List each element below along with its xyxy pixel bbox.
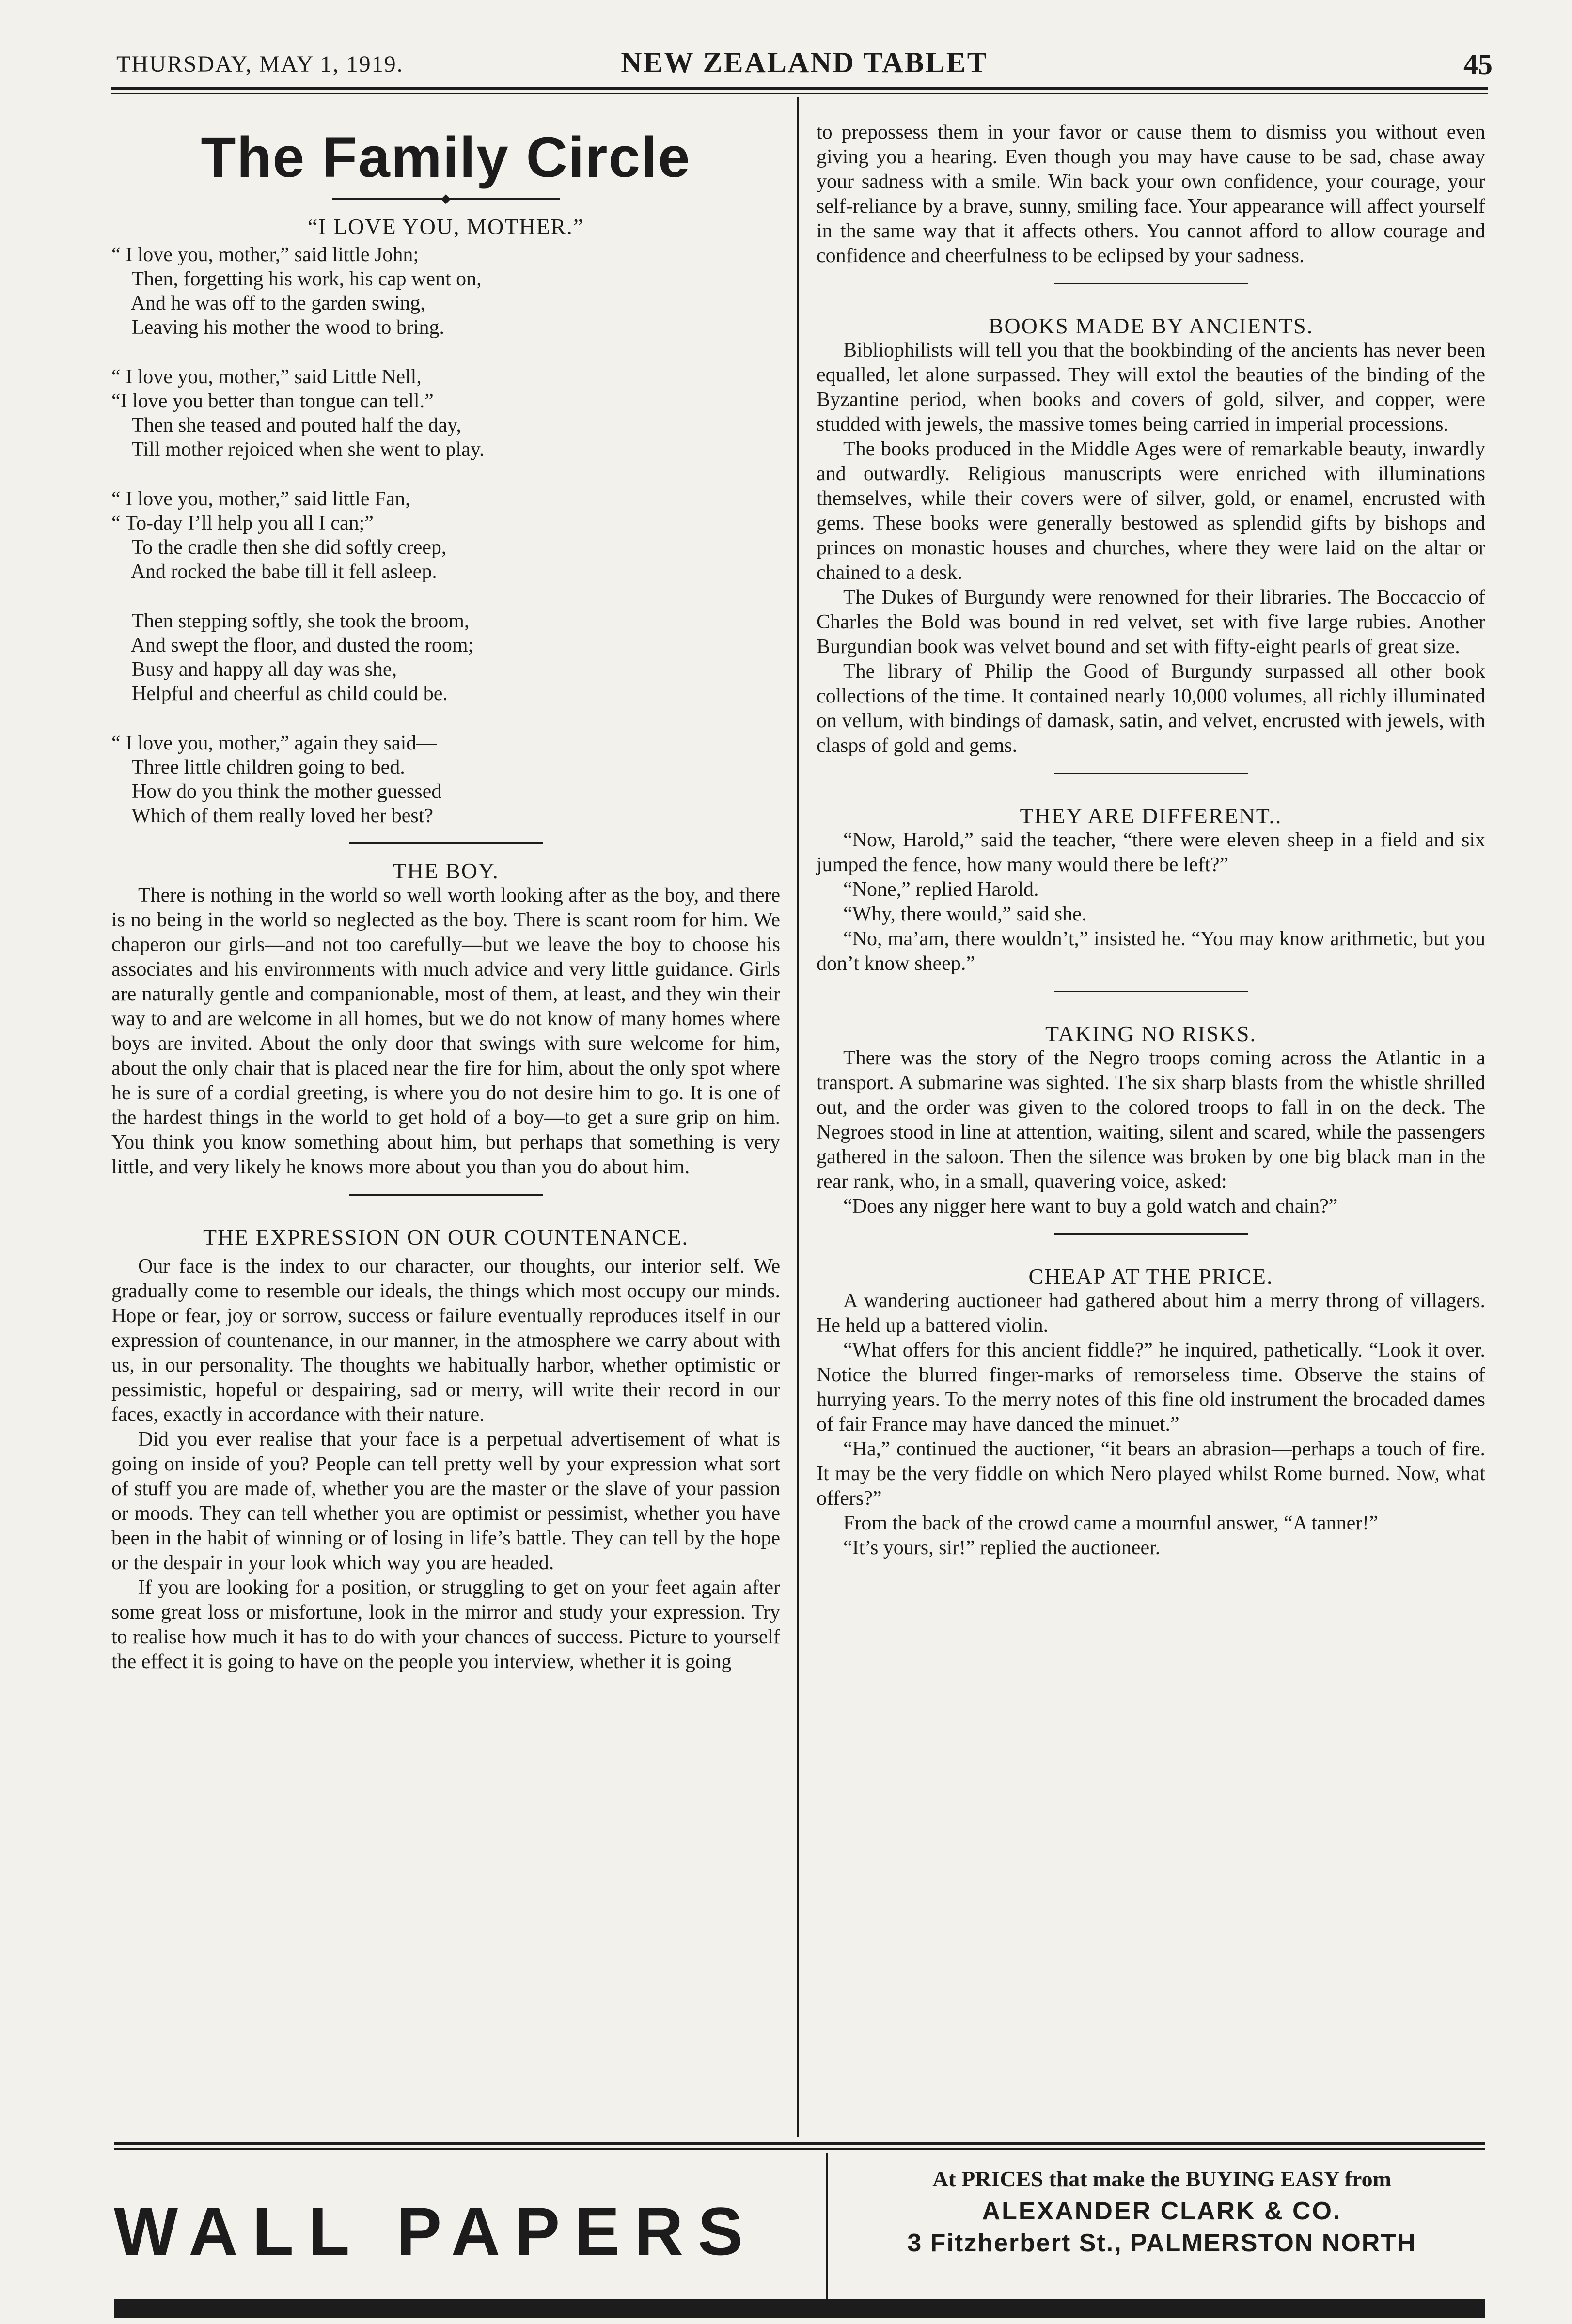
article-paragraph: There was the story of the Negro troops coming across the Atlantic in a transport. A submarine was sighted. The six sharp blasts from the whistle shrilled out, and the order was given to the colored troops to fall in on the deck. The Negroes stood in line at attention, waiting, silent and scared, while the passengers gathered in the saloon. Then the silence was broken by one big black man in the rear rank, who, in a small, quavering voice, asked: [817, 1047, 1485, 1193]
article-title-the-boy: THE BOY. [393, 858, 499, 883]
ad-line-prices: At PRICES that make the BUYING EASY from [932, 2167, 1391, 2191]
footer-rule-top [114, 2142, 1485, 2145]
article-paragraph: A wandering auctioneer had gathered about him a merry throng of villagers. He held up a battered violin. [817, 1290, 1485, 1337]
article-paragraph: The books produced in the Middle Ages were of remarkable beauty, inwardly and outwardly. Religious manuscripts were enriched with illuminations themselves, while their covers were of silver, gold, or enamel, encrusted with gems. These books were generally bestowed as splendid gifts by bishops and princes on monastic houses and churches, where they were laid on the altar or chained to a desk. [817, 438, 1485, 584]
poem-stanza: “ I love you, mother,” again they said— Three little children going to bed. How do you think the mother guessed Which of them really loved her best? [111, 732, 442, 827]
poem-stanza: “ I love you, mother,” said little Fan, “ To-day I’ll help you all I can;” To the cradle then she did softly creep, And rocked the babe till it fell asleep. [111, 488, 447, 583]
title-ornament-rule [332, 191, 560, 205]
section-title-family-circle: The Family Circle [201, 125, 691, 189]
article-paragraph: There is nothing in the world so well worth looking after as the boy, and there is no being in the world so neglected as the boy. There is scant room for him. We chaperon our girls—and not too carefully—but we leave the boy to choose his associates and his environments with much advice and very little guidance. Girls are naturally gentle and companionable, most of them, at least, and they win their way to and are welcome in all homes, but we do not know of many homes where boys are invited. About the only door that swings with sure welcome for him, about the only chair that is placed near the fire for him, about the only spot where he is sure of a cordial greeting, is where you do not desire him to go. It is one of the hardest things in the world to get hold of a boy—to get a sure grip on him. You think you know something about him, but perhaps that something is very little, and very likely he knows more about you than you do about him. [111, 884, 780, 1178]
poem-title: “I LOVE YOU, MOTHER.” [307, 214, 584, 239]
ad-line-company: ALEXANDER CLARK & CO. [982, 2197, 1342, 2225]
article-title-cheap: CHEAP AT THE PRICE. [1028, 1264, 1273, 1289]
ad-banner-wall-papers: WALL PAPERS [114, 2193, 758, 2269]
article-paragraph: “Why, there would,” said she. [843, 903, 1087, 925]
article-paragraph: Our face is the index to our character, our thoughts, our interior self. We gradually come to resemble our ideals, the things which most occupy our minds. Hope or fear, joy or sorrow, success or failure eventually reproduces itself in our expression of countenance, in our manner, in the atmosphere we carry about with us, in our personality. The thoughts we habitually harbor, whether optimistic or pessimistic, hopeful or despairing, sad or merry, will write their record in our faces, exactly in accordance with their nature. [111, 1255, 780, 1426]
article-title-books: BOOKS MADE BY ANCIENTS. [988, 313, 1314, 338]
article-paragraph: “It’s yours, sir!” replied the auctioneer. [843, 1537, 1161, 1559]
article-paragraph: “Does any nigger here want to buy a gold watch and chain?” [843, 1195, 1338, 1217]
article-paragraph: The library of Philip the Good of Burgundy surpassed all other book collections of the time. It contained nearly 10,000 volumes, all richly illuminated on vellum, with bindings of damask, satin, and velvet, encrusted with jewels, with clasps of gold and gems. [817, 660, 1485, 757]
ad-divider [826, 2153, 828, 2299]
left-column [111, 120, 780, 1674]
advertisement [114, 2153, 1485, 2318]
article-paragraph: “Now, Harold,” said the teacher, “there were eleven sheep in a field and six jumped the fence, how many would there be left?” [817, 829, 1485, 876]
article-paragraph: From the back of the crowd came a mournful answer, “A tanner!” [843, 1512, 1378, 1534]
article-paragraph: “What offers for this ancient fiddle?” he inquired, pathetically. “Look it over. Notice the blurred finger-marks of remorseless time. Observe the stains of hurrying years. To the merry notes of this fine old instrument the brocaded dames of fair France may have danced the minuet.” [817, 1339, 1485, 1435]
ad-line-address: 3 Fitzherbert St., PALMERSTON NORTH [907, 2229, 1416, 2257]
poem-stanza: “ I love you, mother,” said Little Nell, “I love you better than tongue can tell.” Then she teased and pouted half the day, Till mother rejoiced when she went to play. [111, 366, 485, 461]
ad-text [838, 2163, 1485, 2259]
article-paragraph: “Ha,” continued the auctioner, “it bears an abrasion—perhaps a touch of fire. It may be the very fiddle on which Nero played whilst Rome burned. Now, what offers?” [817, 1438, 1485, 1510]
header-rule-bottom [111, 93, 1488, 94]
publication-title: NEW ZEALAND TABLET [621, 47, 988, 78]
article-paragraph: “None,” replied Harold. [843, 878, 1039, 901]
page-number: 45 [1463, 48, 1493, 80]
column-divider [797, 97, 799, 2137]
header-rule-top [111, 87, 1488, 90]
article-title-risks: TAKING NO RISKS. [1045, 1021, 1257, 1046]
article-paragraph: If you are looking for a position, or struggling to get on your feet again after some great loss or misfortune, look in the mirror and study your expression. Try to realise how much it has to do with your chances of success. Picture to yourself the effect it is going to have on the people you interview, whether it is going [111, 1576, 780, 1673]
page-header [116, 46, 1493, 85]
poem-stanza: “ I love you, mother,” said little John; Then, forgetting his work, his cap went on, And he was off to the garden swing, Leaving his mother the wood to bring. [111, 244, 482, 339]
article-paragraph: “No, ma’am, there wouldn’t,” insisted he. “You may know arithmetic, but you don’t know sheep.” [817, 928, 1485, 975]
issue-date: THURSDAY, MAY 1, 1919. [116, 51, 404, 77]
footer-rule-second [114, 2148, 1485, 2150]
article-paragraph: Did you ever realise that your face is a perpetual advertisement of what is going on inside of you? People can tell pretty well by your expression what sort of stuff you are made of, whether you are the master or the slave of your passion or moods. They can tell whether you are optimist or pessimist, whether you have been in the habit of winning or of losing in life’s battle. They can tell by the hope or the despair in your look which way you are headed. [111, 1428, 780, 1574]
poem [111, 243, 780, 828]
poem-stanza: Then stepping softly, she took the broom, And swept the floor, and dusted the room; Busy and happy all day was she, Helpful and cheerful as child could be. [130, 610, 474, 705]
footer-bottom-band [114, 2299, 1485, 2318]
article-title-different: THEY ARE DIFFERENT.. [1020, 803, 1282, 828]
article-paragraph: The Dukes of Burgundy were renowned for their libraries. The Boccaccio of Charles the Bold was bound in red velvet, set with five large rubies. Another Burgundian book was velvet bound and set with fifty-eight pearls of great size. [817, 586, 1485, 658]
diamond-ornament-icon: ◆ [441, 191, 451, 205]
right-column [817, 120, 1485, 1560]
article-paragraph-continued: to prepossess them in your favor or cause them to dismiss you without even giving you a hearing. Even though you may have cause to be sad, chase away your sadness with a smile. Win back your own confidence, your courage, your self-reliance by a brave, sunny, smiling face. Your appearance will affect yourself in the same way that it affects others. You cannot afford to allow courage and confidence and cheerfulness to be eclipsed by your sadness. [817, 121, 1485, 267]
article-title-expression: THE EXPRESSION ON OUR COUNTENANCE. [203, 1225, 689, 1249]
article-paragraph: Bibliophilists will tell you that the bookbinding of the ancients has never been equalled, let alone surpassed. They will extol the beauties of the binding of the Byzantine period, when books and covers of gold, silver, and copper, were studded with jewels, the massive tomes being carried in imperial processions. [817, 339, 1485, 436]
